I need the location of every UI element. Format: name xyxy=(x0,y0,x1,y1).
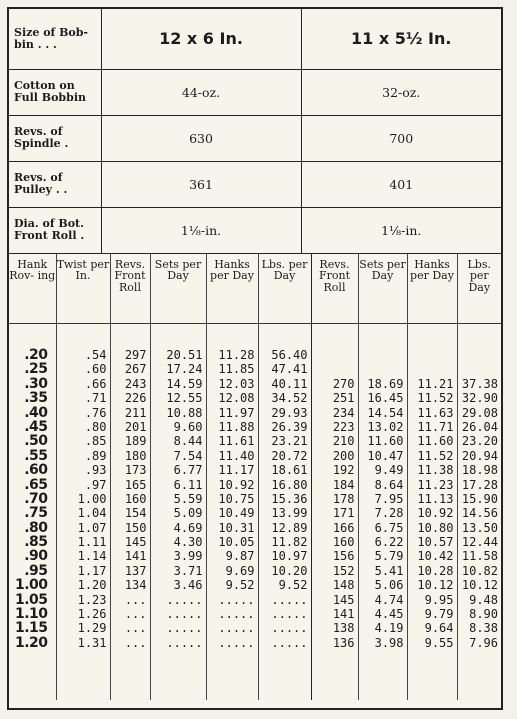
table-cell: .89 xyxy=(84,448,107,463)
table-cell: ..... xyxy=(218,621,255,636)
table-cell: 17.24 xyxy=(166,362,203,377)
table-cell: 11.61 xyxy=(218,434,255,449)
row-label: Size of Bob- bin . . . xyxy=(9,9,101,69)
table-cell: 11.60 xyxy=(417,434,454,449)
table-cell: 189 xyxy=(124,434,147,449)
table-cell: 29.08 xyxy=(461,405,498,420)
table-cell: 152 xyxy=(332,563,355,578)
table-cell: 137 xyxy=(124,563,147,578)
table-cell: 11.97 xyxy=(218,405,255,420)
table-cell: 10.57 xyxy=(417,535,454,550)
table-cell: ..... xyxy=(271,621,308,636)
table-cell: 9.87 xyxy=(225,549,255,564)
table-cell: 13.02 xyxy=(367,419,404,434)
table-cell: 1.04 xyxy=(77,506,107,521)
table-cell: .85 xyxy=(24,534,48,551)
table-cell: 23.21 xyxy=(271,434,308,449)
right-value: 700 xyxy=(301,115,501,161)
table-cell: .54 xyxy=(84,348,107,362)
data-column xyxy=(150,324,206,700)
table-cell: 5.41 xyxy=(374,563,404,578)
left-value: 630 xyxy=(101,115,301,161)
table-cell: 4.30 xyxy=(173,535,203,550)
table-cell: 7.54 xyxy=(173,448,203,463)
table-cell: .60 xyxy=(84,362,107,377)
left-value xyxy=(101,9,301,69)
table-cell: 12.08 xyxy=(218,391,255,406)
data-column xyxy=(110,324,150,700)
table-cell: 56.40 xyxy=(271,348,308,362)
table-cell: 8.90 xyxy=(469,607,498,622)
header-row xyxy=(9,161,501,207)
table-cell: 160 xyxy=(332,535,355,550)
table-cell: 1.14 xyxy=(77,549,107,564)
table-cell: 9.60 xyxy=(173,419,203,434)
table-cell: 12.03 xyxy=(218,376,255,391)
table-cell: 11.88 xyxy=(218,419,255,434)
table-cell: 11.38 xyxy=(417,463,454,478)
table-cell: 166 xyxy=(332,520,355,535)
table-cell: .45 xyxy=(24,418,48,435)
table-cell: 18.98 xyxy=(461,463,498,478)
table-cell: .71 xyxy=(84,391,107,406)
table-cell: ..... xyxy=(166,621,203,636)
table-cell: .90 xyxy=(24,548,48,565)
table-cell: 20.51 xyxy=(166,348,203,362)
table-cell: .85 xyxy=(84,434,107,449)
table-cell: .40 xyxy=(24,404,48,421)
data-column xyxy=(358,324,407,700)
spindle-table xyxy=(7,7,503,710)
table-cell: 26.04 xyxy=(461,419,498,434)
table-cell: 15.36 xyxy=(271,491,308,506)
table-cell: 16.45 xyxy=(367,391,404,406)
data-column xyxy=(311,324,358,700)
table-cell: 13.50 xyxy=(461,520,498,535)
table-cell: 14.56 xyxy=(461,506,498,521)
row-label: Revs. of Spindle . xyxy=(9,115,101,161)
table-cell: 10.75 xyxy=(218,491,255,506)
table-cell: 11.28 xyxy=(218,348,255,362)
table-cell: 10.82 xyxy=(461,563,498,578)
table-cell: ..... xyxy=(166,592,203,607)
table-cell: 10.12 xyxy=(417,578,454,593)
table-cell: 11.21 xyxy=(417,376,454,391)
table-cell: 148 xyxy=(332,578,355,593)
table-cell: .35 xyxy=(24,390,48,407)
column-header: Hanks per Day xyxy=(206,254,258,324)
table-cell: 10.20 xyxy=(271,563,308,578)
table-cell: 1.20 xyxy=(77,578,107,593)
table-cell: 26.39 xyxy=(271,419,308,434)
table-cell: 234 xyxy=(332,405,355,420)
data-table xyxy=(9,254,501,700)
table-cell: 11.85 xyxy=(218,362,255,377)
table-cell: 12.55 xyxy=(166,391,203,406)
table-cell: 8.38 xyxy=(469,621,498,636)
table-cell: 223 xyxy=(332,419,355,434)
column-header: Revs. Front Roll xyxy=(110,254,150,324)
table-cell xyxy=(359,362,407,376)
table-cell: 11.52 xyxy=(417,448,454,463)
table-cell: 12.89 xyxy=(271,520,308,535)
table-cell: 3.71 xyxy=(173,563,203,578)
table-cell: 37.38 xyxy=(461,376,498,391)
table-cell: 7.96 xyxy=(469,635,498,650)
table-cell: 3.98 xyxy=(374,635,404,650)
right-value: 401 xyxy=(301,161,501,207)
table-cell: ..... xyxy=(218,592,255,607)
table-cell: 9.48 xyxy=(469,592,498,607)
column-header: Revs. Front Roll xyxy=(311,254,358,324)
data-column xyxy=(457,324,501,700)
table-cell: 243 xyxy=(124,376,147,391)
table-cell: .55 xyxy=(24,447,48,464)
table-cell: 201 xyxy=(124,419,147,434)
table-cell: .65 xyxy=(24,476,48,493)
table-cell xyxy=(458,362,502,376)
table-cell: ..... xyxy=(218,635,255,650)
column-header: Hank Rov- ing xyxy=(9,254,56,324)
table-cell: 4.69 xyxy=(173,520,203,535)
table-cell: 150 xyxy=(124,520,147,535)
table-cell: 1.00 xyxy=(14,577,48,594)
table-cell: 11.82 xyxy=(271,535,308,550)
table-cell: .70 xyxy=(24,490,48,507)
table-cell: 267 xyxy=(124,362,147,377)
right-value: 32-oz. xyxy=(301,69,501,115)
table-cell: .75 xyxy=(24,505,48,522)
data-column xyxy=(258,324,311,700)
table-cell: 12.44 xyxy=(461,535,498,550)
table-cell: .80 xyxy=(84,419,107,434)
table-cell: 4.19 xyxy=(374,621,404,636)
row-label: Revs. of Pulley . . xyxy=(9,161,101,207)
table-cell: 9.95 xyxy=(424,592,454,607)
table-cell: 6.11 xyxy=(173,477,203,492)
table-cell: 10.47 xyxy=(367,448,404,463)
table-cell: .66 xyxy=(84,376,107,391)
table-cell: 32.90 xyxy=(461,391,498,406)
bobbin-size: 12 x 6 In. xyxy=(159,29,243,49)
table-cell: 10.92 xyxy=(218,477,255,492)
table-cell: 10.49 xyxy=(218,506,255,521)
table-cell: ..... xyxy=(218,607,255,622)
table-cell: ..... xyxy=(166,635,203,650)
table-cell: 173 xyxy=(124,463,147,478)
table-cell: 10.92 xyxy=(417,506,454,521)
table-cell: 1.00 xyxy=(77,491,107,506)
table-cell: .30 xyxy=(24,375,48,392)
table-cell: 47.41 xyxy=(271,362,308,377)
table-cell: ..... xyxy=(271,635,308,650)
table-cell: .76 xyxy=(84,405,107,420)
table-cell: 1.10 xyxy=(14,606,48,623)
table-cell: 7.28 xyxy=(374,506,404,521)
table-cell: ..... xyxy=(271,592,308,607)
table-cell: 1.31 xyxy=(77,635,107,650)
table-cell: 10.28 xyxy=(417,563,454,578)
table-cell: 11.71 xyxy=(417,419,454,434)
table-cell: 11.17 xyxy=(218,463,255,478)
table-cell xyxy=(359,348,407,362)
table-cell: ... xyxy=(124,592,147,607)
table-cell: 160 xyxy=(124,491,147,506)
column-header: Twist per In. xyxy=(56,254,110,324)
table-cell: 136 xyxy=(332,635,355,650)
right-value xyxy=(301,9,501,69)
row-label: Cotton on Full Bobbin xyxy=(9,69,101,115)
table-cell: 1.15 xyxy=(14,620,48,637)
table-cell: .50 xyxy=(24,433,48,450)
table-cell: 251 xyxy=(332,391,355,406)
table-cell: 3.46 xyxy=(173,578,203,593)
table-cell: 297 xyxy=(124,348,147,362)
table-cell: 210 xyxy=(332,434,355,449)
table-cell: 5.06 xyxy=(374,578,404,593)
table-cell: .25 xyxy=(24,361,48,378)
table-cell xyxy=(408,362,457,376)
table-cell: 171 xyxy=(332,506,355,521)
table-cell: 5.09 xyxy=(173,506,203,521)
table-cell: .93 xyxy=(84,463,107,478)
table-cell: 7.95 xyxy=(374,491,404,506)
table-cell: ..... xyxy=(271,607,308,622)
table-cell xyxy=(408,348,457,362)
table-cell: 23.20 xyxy=(461,434,498,449)
table-cell: 34.52 xyxy=(271,391,308,406)
table-cell: 154 xyxy=(124,506,147,521)
table-cell: 1.23 xyxy=(77,592,107,607)
left-value: 44-oz. xyxy=(101,69,301,115)
table-cell: 4.74 xyxy=(374,592,404,607)
table-cell: 1.29 xyxy=(77,621,107,636)
table-cell: 211 xyxy=(124,405,147,420)
table-cell: 10.42 xyxy=(417,549,454,564)
table-cell: 184 xyxy=(332,477,355,492)
table-cell: 11.40 xyxy=(218,448,255,463)
column-header: Sets per Day xyxy=(358,254,407,324)
table-cell: 156 xyxy=(332,549,355,564)
table-cell: 10.12 xyxy=(461,578,498,593)
table-cell: 141 xyxy=(124,549,147,564)
table-cell: 200 xyxy=(332,448,355,463)
table-cell: 11.58 xyxy=(461,549,498,564)
table-cell: ..... xyxy=(166,607,203,622)
table-cell: 20.72 xyxy=(271,448,308,463)
table-cell: 4.45 xyxy=(374,607,404,622)
table-cell: 6.22 xyxy=(374,535,404,550)
table-cell: 10.05 xyxy=(218,535,255,550)
table-cell: 9.64 xyxy=(424,621,454,636)
header-row xyxy=(9,69,501,115)
row-label: Dia. of Bot. Front Roll . xyxy=(9,207,101,253)
table-cell: 11.23 xyxy=(417,477,454,492)
table-cell: 29.93 xyxy=(271,405,308,420)
table-cell: 180 xyxy=(124,448,147,463)
table-cell: 9.79 xyxy=(424,607,454,622)
table-cell: 18.61 xyxy=(271,463,308,478)
table-cell: 1.26 xyxy=(77,607,107,622)
table-cell: 5.59 xyxy=(173,491,203,506)
table-cell: 11.60 xyxy=(367,434,404,449)
table-cell: 9.55 xyxy=(424,635,454,650)
table-cell: 1.07 xyxy=(77,520,107,535)
left-value: 1⅛-in. xyxy=(101,207,301,253)
table-cell: 134 xyxy=(124,578,147,593)
table-cell: 10.88 xyxy=(166,405,203,420)
column-header: Lbs. per Day xyxy=(258,254,311,324)
column-header: Lbs. per Day xyxy=(457,254,501,324)
header-row xyxy=(9,115,501,161)
table-cell: 9.52 xyxy=(278,578,308,593)
table-cell: 192 xyxy=(332,463,355,478)
table-cell: 6.75 xyxy=(374,520,404,535)
left-value: 361 xyxy=(101,161,301,207)
table-cell: 15.90 xyxy=(461,491,498,506)
table-cell: 5.79 xyxy=(374,549,404,564)
table-cell: 145 xyxy=(124,535,147,550)
right-value: 1⅛-in. xyxy=(301,207,501,253)
table-cell: 3.99 xyxy=(173,549,203,564)
table-cell: 8.64 xyxy=(374,477,404,492)
table-cell: ... xyxy=(124,635,147,650)
column-header: Hanks per Day xyxy=(407,254,457,324)
table-cell: 11.63 xyxy=(417,405,454,420)
table-cell: 1.20 xyxy=(14,634,48,651)
data-column xyxy=(56,324,110,700)
table-cell: 9.69 xyxy=(225,563,255,578)
table-cell: 1.05 xyxy=(14,591,48,608)
header-row xyxy=(9,9,501,69)
table-cell: ... xyxy=(124,607,147,622)
table-cell: 14.59 xyxy=(166,376,203,391)
header-table xyxy=(9,9,501,254)
table-cell: .60 xyxy=(24,462,48,479)
bobbin-size: 11 x 5½ In. xyxy=(351,29,452,49)
table-cell: 14.54 xyxy=(367,405,404,420)
table-cell: 9.49 xyxy=(374,463,404,478)
table-cell: 10.31 xyxy=(218,520,255,535)
table-cell xyxy=(458,348,502,362)
data-column xyxy=(9,324,56,700)
table-cell: 17.28 xyxy=(461,477,498,492)
table-cell: 1.11 xyxy=(77,535,107,550)
table-cell: .80 xyxy=(24,519,48,536)
table-cell: 10.80 xyxy=(417,520,454,535)
table-cell: ... xyxy=(124,621,147,636)
table-cell: 6.77 xyxy=(173,463,203,478)
table-cell: 40.11 xyxy=(271,376,308,391)
table-cell: 165 xyxy=(124,477,147,492)
table-cell: 145 xyxy=(332,592,355,607)
table-cell: 226 xyxy=(124,391,147,406)
table-cell: 138 xyxy=(332,621,355,636)
table-cell: 11.13 xyxy=(417,491,454,506)
table-cell: 141 xyxy=(332,607,355,622)
table-cell: .20 xyxy=(24,347,48,363)
table-cell: 13.99 xyxy=(271,506,308,521)
data-column xyxy=(407,324,457,700)
table-cell: 178 xyxy=(332,491,355,506)
header-row xyxy=(9,207,501,253)
table-cell xyxy=(312,348,358,362)
table-cell: 20.94 xyxy=(461,448,498,463)
table-cell: 10.97 xyxy=(271,549,308,564)
table-cell: .97 xyxy=(84,477,107,492)
table-cell: .95 xyxy=(24,562,48,579)
table-cell: 8.44 xyxy=(173,434,203,449)
data-column xyxy=(206,324,258,700)
table-cell: 270 xyxy=(332,376,355,391)
table-cell: 18.69 xyxy=(367,376,404,391)
table-cell: 16.80 xyxy=(271,477,308,492)
table-cell xyxy=(312,362,358,376)
table-cell: 9.52 xyxy=(225,578,255,593)
table-cell: 1.17 xyxy=(77,563,107,578)
column-header: Sets per Day xyxy=(150,254,206,324)
table-cell: 11.52 xyxy=(417,391,454,406)
